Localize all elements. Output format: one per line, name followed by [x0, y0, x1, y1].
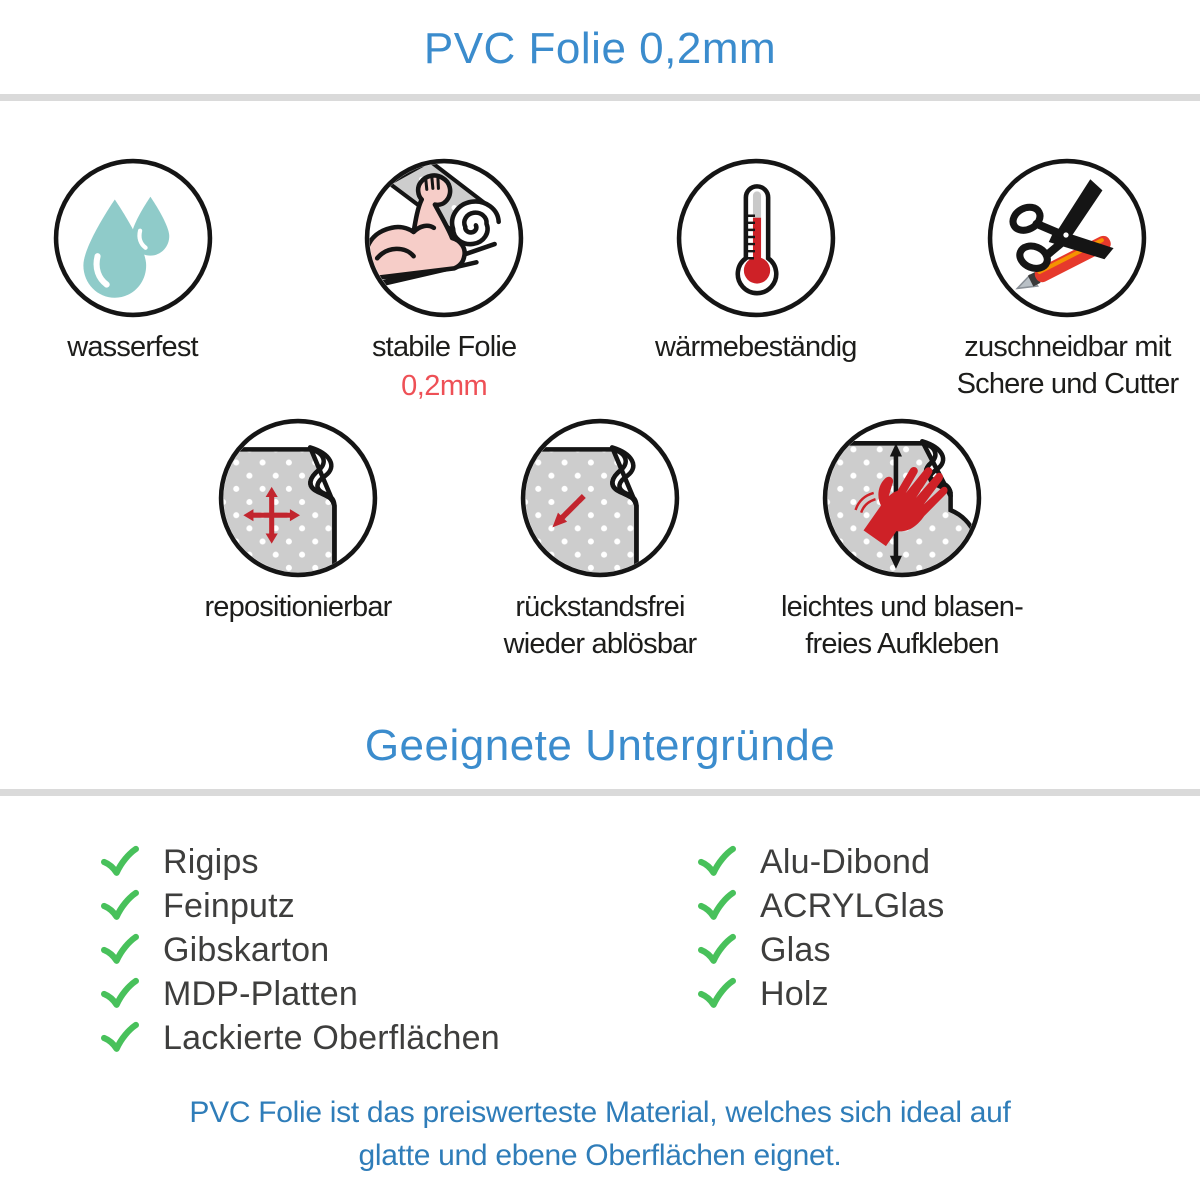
feature-repositionierbar [147, 417, 449, 663]
checklist-item-label: Feinputz [163, 886, 296, 925]
checkmark-icon [100, 845, 142, 879]
checkmark-icon [697, 889, 739, 923]
thermometer-icon [675, 157, 837, 319]
checklist-item-label: Gibskarton [163, 930, 330, 969]
checklist-item [697, 884, 944, 928]
feature-label: wasserfest [67, 331, 198, 363]
checklist-item-label: Alu-Dibond [760, 842, 931, 881]
substrates-column-right [697, 840, 944, 1060]
checklist-item-label: Lackierte Oberflächen [163, 1018, 500, 1057]
feature-zuschneidbar [942, 157, 1192, 403]
feature-waermebestaendig [631, 157, 881, 403]
feature-wasserfest [8, 157, 258, 403]
substrates-heading: Geeignete Untergründe [364, 721, 836, 771]
footer-line: PVC Folie ist das preiswerteste Material, welches sich ideal auf [189, 1096, 1011, 1130]
feature-label: repositionierbar [204, 591, 392, 624]
feature-blasenfrei [751, 417, 1053, 663]
feature-sublabel: 0,2mm [401, 370, 488, 403]
checkmark-icon [100, 977, 142, 1011]
feature-stabile-folie [319, 157, 569, 403]
feature-label: zuschneidbar mit Schere und Cutter [956, 331, 1179, 401]
checkmark-icon [697, 845, 739, 879]
water-drops-icon [52, 157, 214, 319]
reposition-foil-icon [217, 417, 379, 579]
features-row-2 [147, 417, 1053, 663]
checklist-item [697, 972, 944, 1016]
checklist-item-label: Rigips [163, 842, 259, 881]
strong-arm-foil-icon [363, 157, 525, 319]
checklist-item [697, 840, 944, 884]
peel-off-foil-icon [519, 417, 681, 579]
divider [0, 94, 1200, 101]
checklist-item [100, 972, 697, 1016]
scissors-cutter-icon [986, 157, 1148, 319]
checkmark-icon [697, 977, 739, 1011]
checklist-item [100, 928, 697, 972]
divider [0, 789, 1200, 796]
footer-note [0, 1092, 1200, 1177]
feature-label: wärmebeständig [655, 331, 857, 363]
checklist-item [697, 928, 944, 972]
checkmark-icon [100, 1021, 142, 1055]
checklist-item-label: MDP-Platten [163, 974, 358, 1013]
feature-label: stabile Folie [371, 331, 517, 363]
checkmark-icon [100, 933, 142, 967]
checklist-item-label: Glas [760, 930, 831, 969]
checklist-item-label: ACRYLGlas [760, 886, 945, 925]
feature-label: leichtes und blasen- freies Aufkleben [781, 591, 1023, 661]
bubble-free-apply-icon [821, 417, 983, 579]
page-title: PVC Folie 0,2mm [423, 24, 777, 73]
feature-rueckstandsfrei [449, 417, 751, 663]
footer-line: glatte und ebene Oberflächen eignet. [358, 1139, 842, 1173]
substrates-column-left [100, 840, 697, 1060]
substrates-checklist [100, 840, 1200, 1060]
checklist-item [100, 884, 697, 928]
checklist-item [100, 840, 697, 884]
checkmark-icon [697, 933, 739, 967]
checkmark-icon [100, 889, 142, 923]
checklist-item [100, 1016, 697, 1060]
features-row-1 [8, 157, 1193, 403]
checklist-item-label: Holz [760, 974, 829, 1013]
feature-label: rückstandsfrei wieder ablösbar [503, 591, 697, 661]
